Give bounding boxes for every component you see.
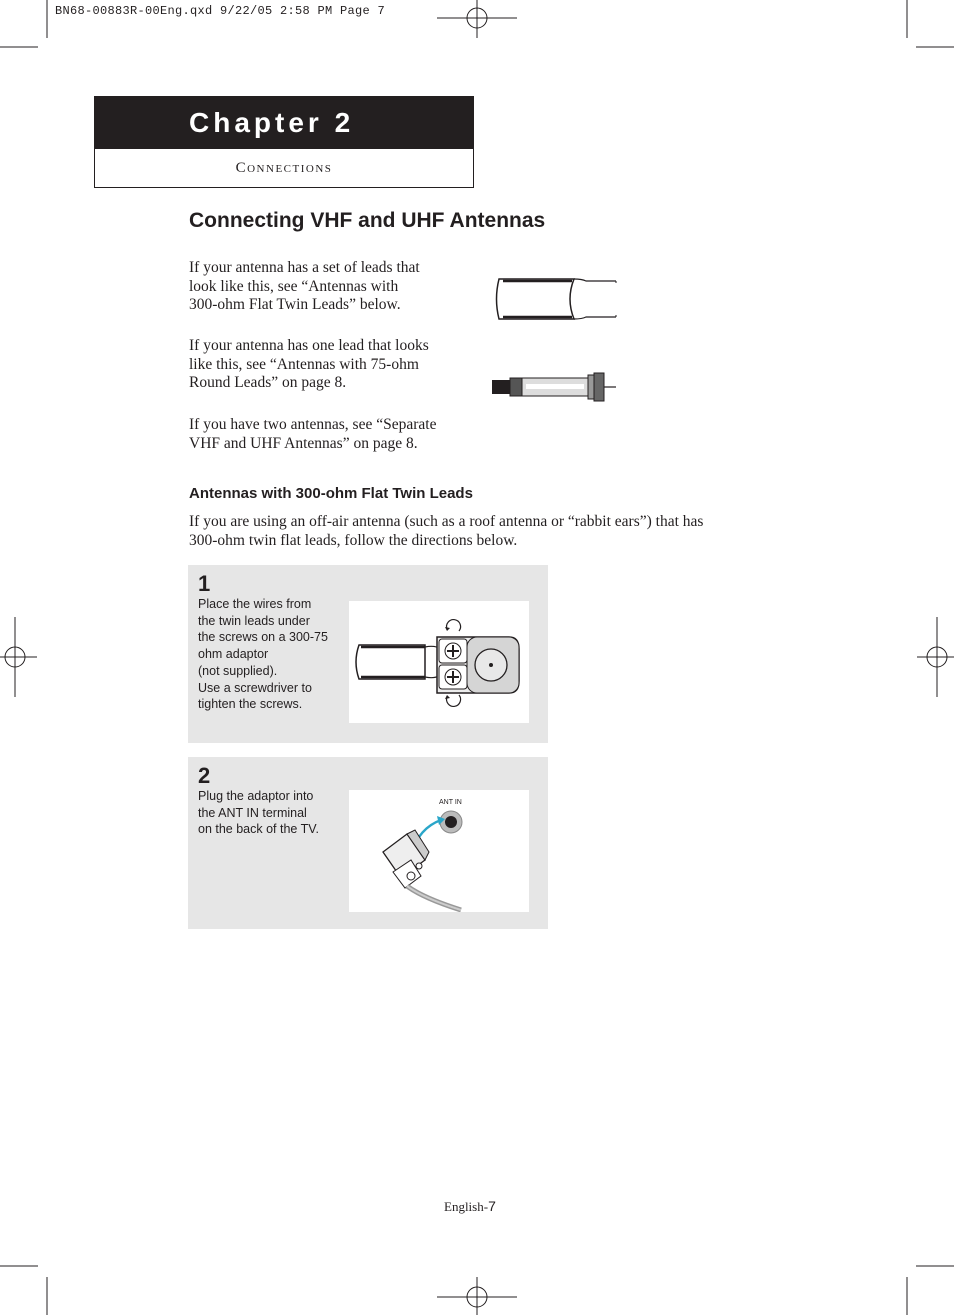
step-instructions: Place the wires from the twin leads under the screws on a 300-75 ohm adaptor (not supplied). Use a screwdriver to tighten the screws. — [198, 597, 328, 712]
step-number: 1 — [198, 571, 211, 596]
page-title: Connecting VHF and UHF Antennas — [189, 209, 546, 232]
chapter-title: Chapter 2 — [95, 97, 473, 149]
round-lead-connector-icon — [492, 372, 618, 402]
step-2-panel — [188, 757, 548, 929]
page-footer — [444, 1198, 496, 1215]
step-1-figure — [349, 601, 529, 723]
print-slug: BN68-00883R-00Eng.qxd 9/22/05 2:58 PM Page 7 — [55, 4, 386, 18]
page-number: 7 — [488, 1198, 496, 1214]
step-2-figure — [349, 790, 529, 912]
intro-paragraph-1: If your antenna has a set of leads that look like this, see “Antennas with 300-ohm Flat Twin Leads” below. — [189, 259, 420, 313]
registration-mark-icon — [0, 617, 37, 697]
section-heading: Antennas with 300-ohm Flat Twin Leads — [189, 485, 473, 502]
flat-twin-lead-icon — [494, 274, 620, 324]
registration-mark-icon — [917, 617, 954, 697]
registration-mark-icon — [437, 0, 517, 38]
step-number: 2 — [198, 763, 211, 788]
section-body: If you are using an off-air antenna (such as a roof antenna or “rabbit ears”) that has 300-ohm twin flat leads, follow the directions below. — [189, 513, 704, 549]
footer-language: English- — [444, 1199, 489, 1214]
adaptor-screws-illustration — [349, 601, 529, 723]
registration-mark-icon — [437, 1277, 517, 1315]
chapter-header — [94, 96, 474, 188]
ant-in-label: ANT IN — [439, 799, 462, 806]
step-1-panel — [188, 565, 548, 743]
chapter-subtitle: Connections — [235, 160, 333, 176]
ant-in-plug-illustration — [349, 790, 529, 912]
intro-paragraph-2: If your antenna has one lead that looks like this, see “Antennas with 75-ohm Round Leads” on page 8. — [189, 337, 429, 391]
intro-paragraph-3: If you have two antennas, see “Separate VHF and UHF Antennas” on page 8. — [189, 416, 437, 452]
step-instructions: Plug the adaptor into the ANT IN terminal on the back of the TV. — [198, 789, 319, 837]
